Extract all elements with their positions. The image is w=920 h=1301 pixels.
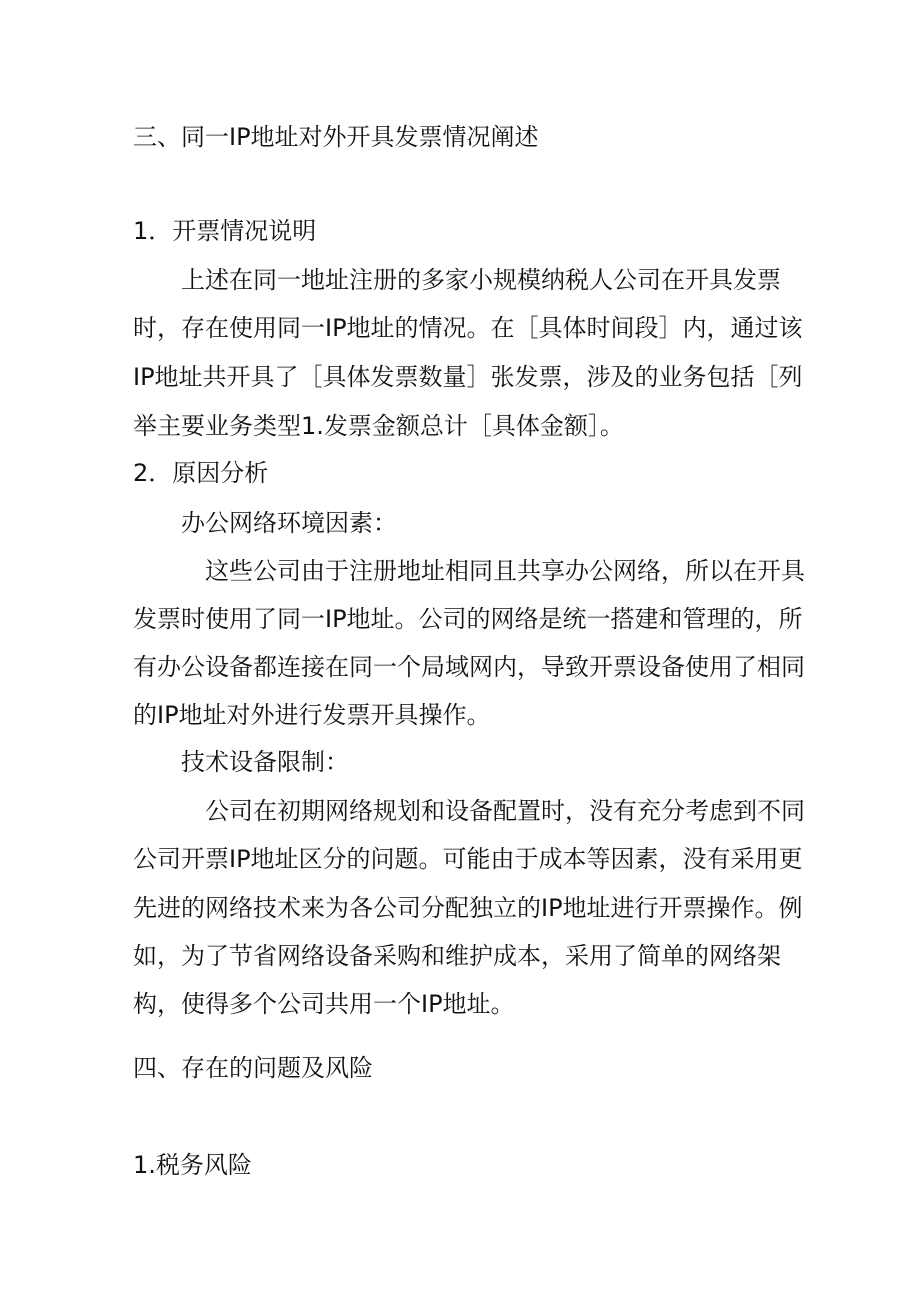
paragraph-line: 先进的网络技术来为各公司分配独立的IP地址进行开票操作。例 <box>133 894 803 922</box>
paragraph-line: 这些公司由于注册地址相同且共享办公网络，所以在开具 <box>205 557 805 585</box>
paragraph-line: 公司开票IP地址区分的问题。可能由于成本等因素，没有采用更 <box>133 845 803 873</box>
paragraph-line: 公司在初期网络规划和设备配置时，没有充分考虑到不同 <box>205 797 805 825</box>
paragraph-line: 上述在同一地址注册的多家小规模纳税人公司在开具发票 <box>181 266 781 294</box>
paragraph-line: 构，使得多个公司共用一个IP地址。 <box>133 990 515 1018</box>
paragraph-line: IP地址共开具了［具体发票数量］张发票，涉及的业务包括［列 <box>133 363 803 391</box>
subsection-1-title: 1．开票情况说明 <box>133 217 317 245</box>
factor-2-title: 技术设备限制： <box>181 748 349 776</box>
paragraph-line: 有办公设备都连接在同一个局域网内，导致开票设备使用了相同 <box>133 653 805 681</box>
section-3-title: 三、同一IP地址对外开具发票情况阐述 <box>133 123 539 151</box>
paragraph-line: 时，存在使用同一IP地址的情况。在［具体时间段］内，通过该 <box>133 314 803 342</box>
factor-1-title: 办公网络环境因素： <box>181 509 397 537</box>
paragraph-line: 的IP地址对外进行发票开具操作。 <box>133 701 491 729</box>
section-4-subsection-1-title: 1.税务风险 <box>133 1151 252 1179</box>
section-4-title: 四、存在的问题及风险 <box>133 1054 373 1082</box>
paragraph-line: 如，为了节省网络设备采购和维护成本，采用了简单的网络架 <box>133 942 781 970</box>
paragraph-line: 发票时使用了同一IP地址。公司的网络是统一搭建和管理的，所 <box>133 605 803 633</box>
paragraph-line: 举主要业务类型1.发票金额总计［具体金额］。 <box>133 412 624 440</box>
subsection-2-title: 2．原因分析 <box>133 459 269 487</box>
